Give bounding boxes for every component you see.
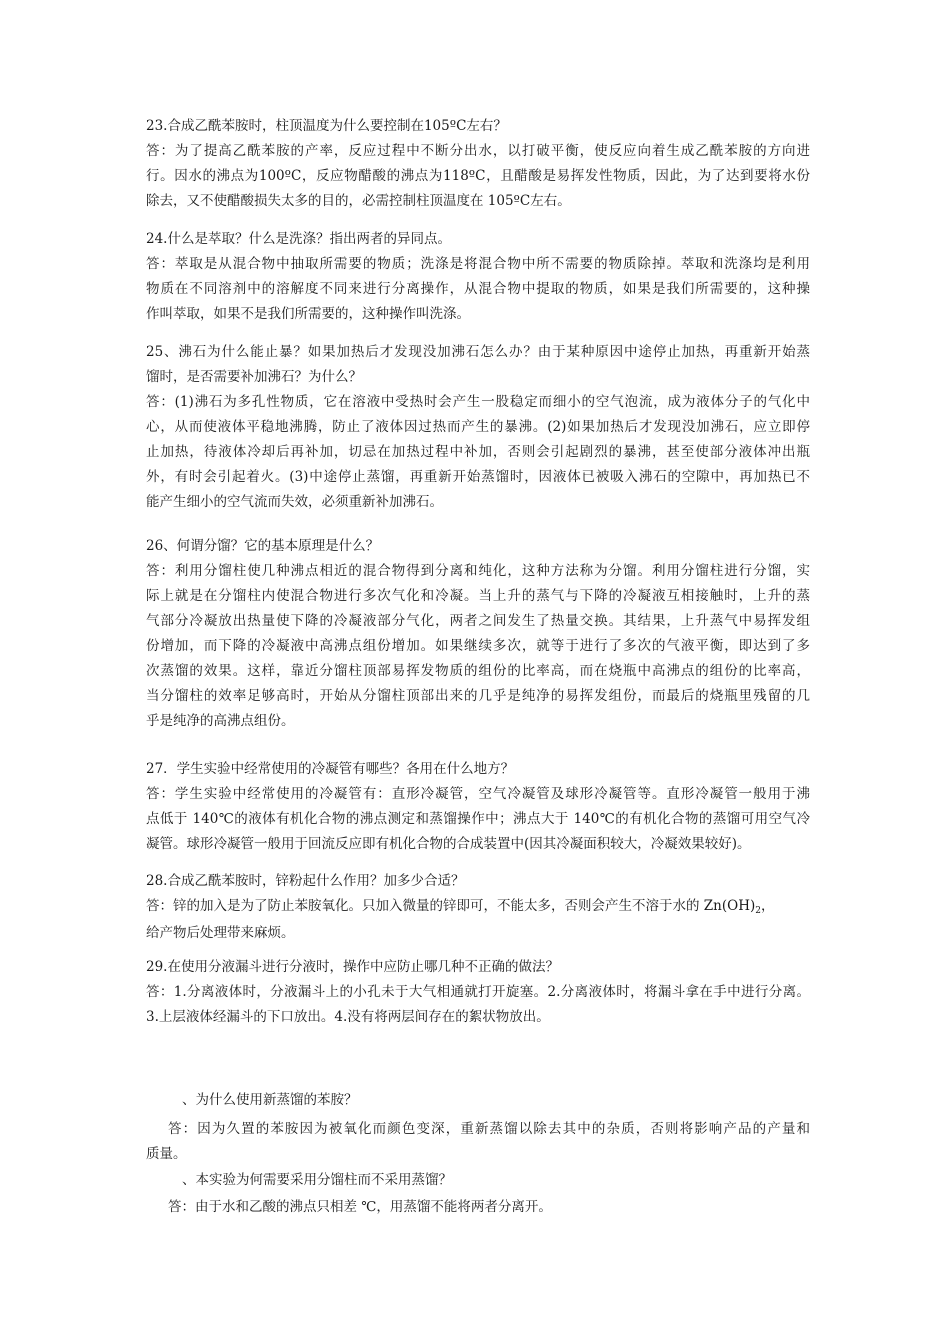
- answer-line: 答：1.分离液体时，分液漏斗上的小孔未于大气相通就打开旋塞。2.分离液体时，将漏斗拿在手中进行分离。: [146, 984, 810, 1000]
- question-27: [146, 757, 810, 857]
- answer-line: 份增加，而下降的冷凝液中高沸点组份增加。如果继续多次，就等于进行了多次的气液平衡，即达到了多: [146, 638, 810, 654]
- answer-line: 答：利用分馏柱使几种沸点相近的混合物得到分离和纯化，这种方法称为分馏。利用分馏柱进行分馏，实: [146, 563, 810, 579]
- question-24: [146, 227, 810, 327]
- question-28: [146, 869, 810, 946]
- answer-line: 质量。: [146, 1146, 187, 1162]
- answer-text: 答：锌的加入是为了防止苯胺氧化。只加入微量的锌即可，不能太多，否则会产生不溶于水的 Zn(OH): [146, 898, 756, 914]
- question-27-title: 27．学生实验中经常使用的冷凝管有哪些？各用在什么地方？: [146, 761, 515, 777]
- answer-line: 次蒸馏的效果。这样，靠近分馏柱顶部易挥发物质的组份的比率高，而在烧瓶中高沸点的组份的比率高，: [146, 663, 810, 679]
- answer-line: [146, 894, 810, 921]
- answer-line: 除去，又不使醋酸损失太多的目的，必需控制柱顶温度在 105ºC左右。: [146, 193, 571, 209]
- extra-question-2: [146, 1168, 810, 1220]
- question-25-title-line: 25、沸石为什么能止暴？如果加热后才发现没加沸石怎么办？由于某种原因中途停止加热，再重新开始蒸: [146, 344, 810, 360]
- answer-line: 外，有时会引起着火。(3)中途停止蒸馏，再重新开始蒸馏时，因液体已被吸入沸石的空隙中，再加热已不: [146, 469, 810, 485]
- answer-line: 心，从而使液体平稳地沸腾，防止了液体因过热而产生的暴沸。(2)如果加热后才发现没加沸石，应立即停: [146, 419, 810, 435]
- question-26: [146, 534, 810, 734]
- answer-line: 乎是纯净的高沸点组份。: [146, 713, 295, 729]
- answer-line: 物质在不同溶剂中的溶解度不同来进行分离操作，从混合物中提取的物质，如果是我们所需要的，这种操: [146, 281, 810, 297]
- answer-line: 际上就是在分馏柱内使混合物进行多次气化和冷凝。当上升的蒸气与下降的冷凝液互相接触时，上升的蒸: [146, 588, 810, 604]
- question-29: [146, 955, 810, 1030]
- answer-line: 点低于 140℃的液体有机化合物的沸点测定和蒸馏操作中；沸点大于 140℃的有机化合物的蒸馏可用空气冷: [146, 811, 810, 827]
- question-28-title: 28.合成乙酰苯胺时，锌粉起什么作用？加多少合适？: [146, 873, 465, 889]
- answer-line: 答：为了提高乙酰苯胺的产率，反应过程中不断分出水，以打破平衡，使反应向着生成乙酰苯胺的方向进: [146, 143, 810, 159]
- answer-line: 3.上层液体经漏斗的下口放出。4.没有将两层间存在的絮状物放出。: [146, 1009, 550, 1025]
- question-25-title-line: 馏时，是否需要补加沸石？为什么？: [146, 369, 362, 385]
- answer-line: 答：学生实验中经常使用的冷凝管有：直形冷凝管，空气冷凝管及球形冷凝管等。直形冷凝管一般用于沸: [146, 786, 810, 802]
- extra-question-1: [146, 1088, 810, 1167]
- answer-line: 答：(1)沸石为多孔性物质，它在溶液中受热时会产生一股稳定而细小的空气泡流，成为液体分子的气化中: [146, 394, 810, 410]
- answer-line: 作叫萃取，如果不是我们所需要的，这种操作叫洗涤。: [146, 306, 470, 322]
- answer-line: 答：萃取是从混合物中抽取所需要的物质；洗涤是将混合物中所不需要的物质除掉。萃取和洗涤均是利用: [146, 256, 810, 272]
- answer-line: 答：由于水和乙酸的沸点只相差 ℃，用蒸馏不能将两者分离开。: [168, 1199, 552, 1215]
- extra-question-1-title: 、为什么使用新蒸馏的苯胺？: [182, 1092, 358, 1108]
- answer-line: 给产物后处理带来麻烦。: [146, 925, 295, 941]
- question-23-title: 23.合成乙酰苯胺时，柱顶温度为什么要控制在105ºC左右？: [146, 118, 507, 134]
- question-23: [146, 114, 810, 214]
- answer-line: 行。因水的沸点为100ºC，反应物醋酸的沸点为118ºC，且醋酸是易挥发性物质，因此，为了达到要将水份: [146, 168, 810, 184]
- question-24-title: 24.什么是萃取？什么是洗涤？指出两者的异同点。: [146, 231, 451, 247]
- question-25: [146, 340, 810, 515]
- subscript: 2: [755, 906, 761, 916]
- answer-line: 能产生细小的空气流而失效，必须重新补加沸石。: [146, 494, 443, 510]
- answer-line: 气部分冷凝放出热量使下降的冷凝液部分气化，两者之间发生了热量交换。其结果，上升蒸气中易挥发组: [146, 613, 810, 629]
- question-29-title: 29.在使用分液漏斗进行分液时，操作中应防止哪几种不正确的做法？: [146, 959, 559, 975]
- answer-line: 当分馏柱的效率足够高时，开始从分馏柱顶部出来的几乎是纯净的易挥发组份，而最后的烧瓶里残留的几: [146, 688, 810, 704]
- question-26-title: 26、何谓分馏？它的基本原理是什么？: [146, 538, 380, 554]
- extra-question-2-title: 、本实验为何需要采用分馏柱而不采用蒸馏？: [182, 1172, 452, 1188]
- answer-line: 凝管。球形冷凝管一般用于回流反应即有机化合物的合成装置中(因其冷凝面积较大，冷凝效果较好)。: [146, 836, 751, 852]
- answer-line: 止加热，待液体冷却后再补加，切忌在加热过程中补加，否则会引起剧烈的暴沸，甚至使部分液体冲出瓶: [146, 444, 810, 460]
- answer-line: 答：因为久置的苯胺因为被氧化而颜色变深，重新蒸馏以除去其中的杂质，否则将影响产品的产量和: [168, 1121, 810, 1137]
- answer-punctuation: ，: [760, 898, 775, 914]
